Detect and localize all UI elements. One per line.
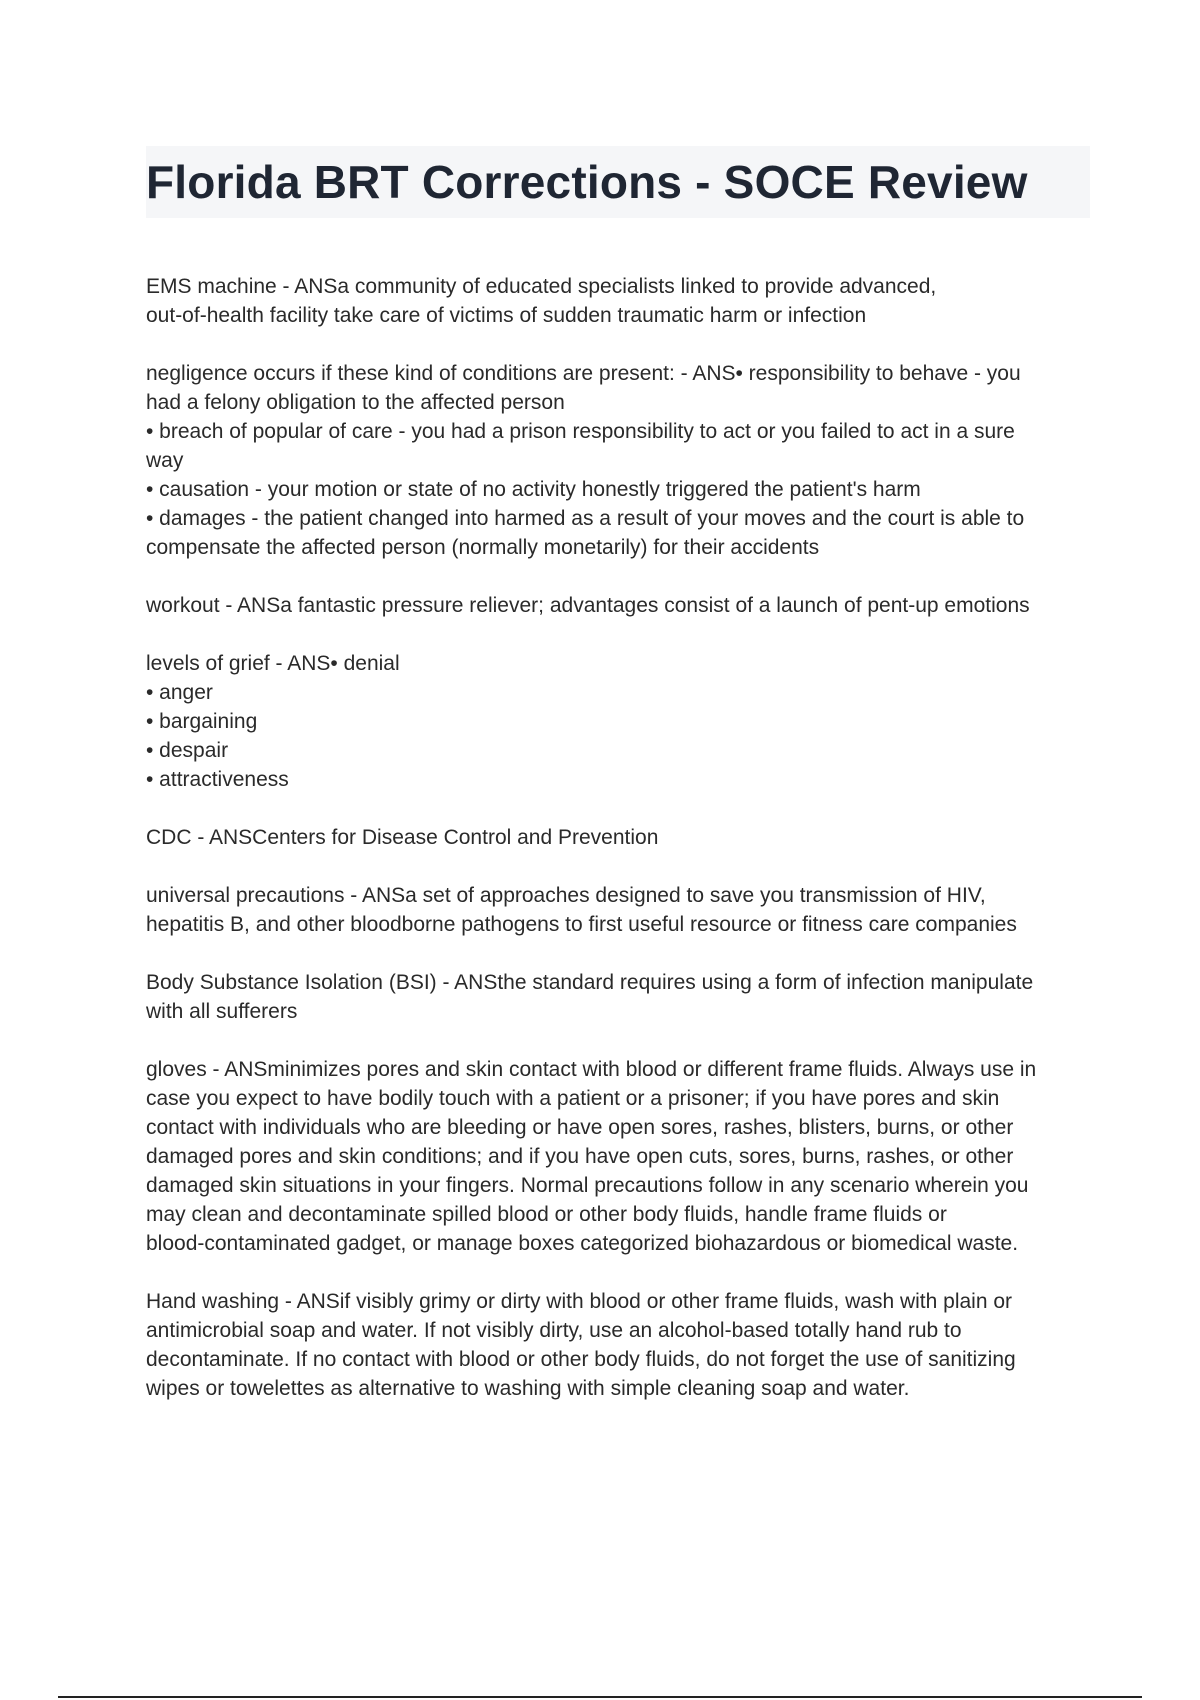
entry-line: with all sufferers: [146, 1000, 298, 1023]
page-bottom-rule: [58, 1696, 1142, 1698]
entry-line: • breach of popular of care - you had a prison responsibility to act or you failed to act in a sure: [146, 420, 1015, 443]
entry-line: levels of grief - ANS• denial: [146, 652, 400, 675]
entry-line: • despair: [146, 739, 229, 762]
entry-line: wipes or towelettes as alternative to washing with simple cleaning soap and water.: [146, 1377, 910, 1400]
entry-negligence: [146, 359, 1096, 562]
entry-line: damaged pores and skin conditions; and if you have open cuts, sores, burns, rashes, or other: [146, 1145, 1014, 1168]
entry-body-substance-isolation: [146, 968, 1096, 1026]
entry-line: contact with individuals who are bleeding or have open sores, rashes, blisters, burns, or other: [146, 1116, 1014, 1139]
entry-hand-washing: [146, 1287, 1096, 1403]
entry-cdc: [146, 823, 1096, 852]
entry-line: • attractiveness: [146, 768, 289, 791]
entry-line: universal precautions - ANSa set of approaches designed to save you transmission of HIV,: [146, 884, 986, 907]
entry-workout: [146, 591, 1096, 620]
entry-line: hepatitis B, and other bloodborne pathogens to first useful resource or fitness care companies: [146, 913, 1017, 936]
entry-line: may clean and decontaminate spilled blood or other body fluids, handle frame fluids or: [146, 1203, 947, 1226]
entry-line: blood-contaminated gadget, or manage boxes categorized biohazardous or biomedical waste.: [146, 1232, 1019, 1255]
entry-line: case you expect to have bodily touch with a patient or a prisoner; if you have pores and skin: [146, 1087, 1000, 1110]
entry-line: Hand washing - ANSif visibly grimy or dirty with blood or other frame fluids, wash with plain or: [146, 1290, 1013, 1313]
entry-line: gloves - ANSminimizes pores and skin contact with blood or different frame fluids. Always use in: [146, 1058, 1037, 1081]
entry-line: out-of-health facility take care of victims of sudden traumatic harm or infection: [146, 304, 867, 327]
document-body: [146, 272, 1096, 1432]
entry-line: EMS machine - ANSa community of educated specialists linked to provide advanced,: [146, 275, 937, 298]
entry-line: damaged skin situations in your fingers. Normal precautions follow in any scenario wherein you: [146, 1174, 1029, 1197]
entry-line: • bargaining: [146, 710, 258, 733]
entry-line: compensate the affected person (normally monetarily) for their accidents: [146, 536, 820, 559]
entry-line: negligence occurs if these kind of conditions are present: - ANS• responsibility to behave - you: [146, 362, 1021, 385]
entry-line: workout - ANSa fantastic pressure reliever; advantages consist of a launch of pent-up emotions: [146, 594, 1030, 617]
entry-universal-precautions: [146, 881, 1096, 939]
entry-line: had a felony obligation to the affected person: [146, 391, 565, 414]
entry-line: antimicrobial soap and water. If not visibly dirty, use an alcohol-based totally hand rub to: [146, 1319, 962, 1342]
page-title: Florida BRT Corrections - SOCE Review: [146, 156, 1028, 208]
entry-ems-machine: [146, 272, 1096, 330]
entry-line: • damages - the patient changed into harmed as a result of your moves and the court is able to: [146, 507, 1025, 530]
entry-levels-of-grief: [146, 649, 1096, 794]
entry-line: Body Substance Isolation (BSI) - ANSthe standard requires using a form of infection manipulate: [146, 971, 1034, 994]
entry-line: • anger: [146, 681, 213, 704]
entry-gloves: [146, 1055, 1096, 1258]
entry-line: CDC - ANSCenters for Disease Control and Prevention: [146, 826, 659, 849]
entry-line: decontaminate. If no contact with blood or other body fluids, do not forget the use of sanitizing: [146, 1348, 1016, 1371]
entry-line: • causation - your motion or state of no activity honestly triggered the patient's harm: [146, 478, 921, 501]
entry-line: way: [146, 449, 184, 472]
